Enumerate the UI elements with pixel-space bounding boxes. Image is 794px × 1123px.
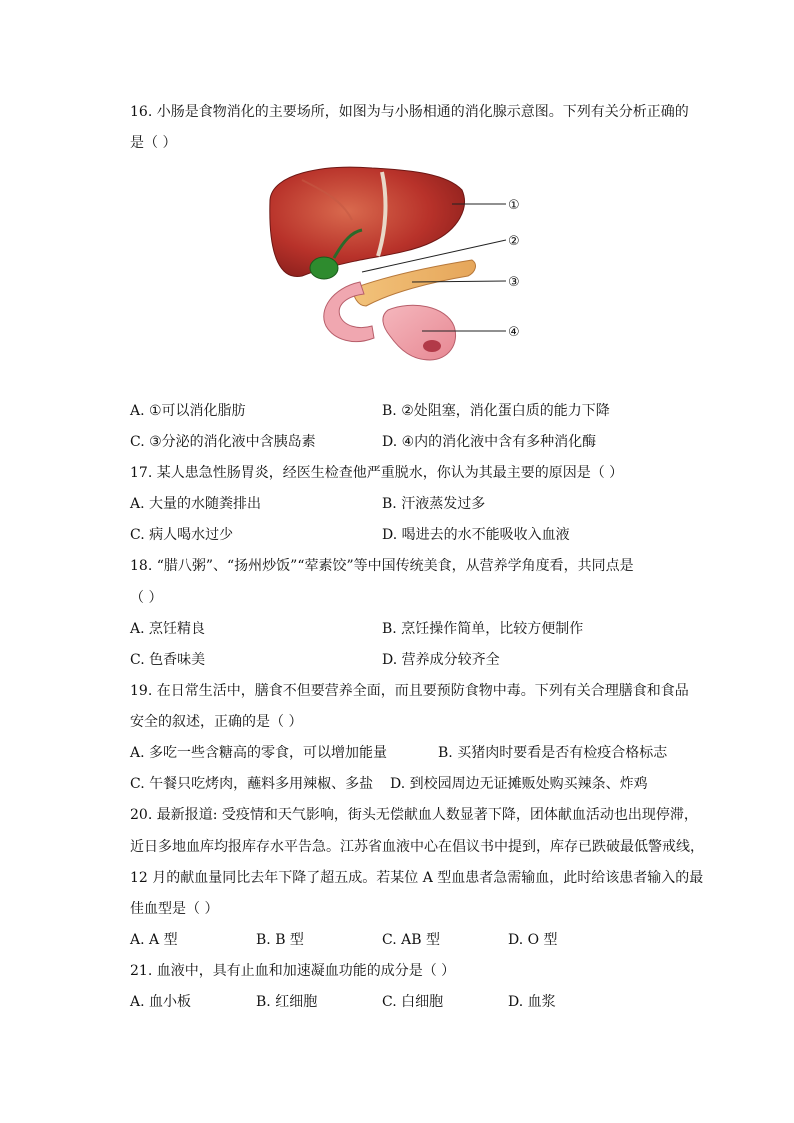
q18-option-c[interactable]: C. 色香味美 [130, 652, 206, 668]
q19-option-d[interactable]: D. 到校园周边无证摊贩处购买辣条、炸鸡 [390, 776, 648, 792]
q16-option-b[interactable]: B. ②处阻塞，消化蛋白质的能力下降 [382, 403, 610, 419]
q18-stem: 18. “腊八粥”、“扬州炒饭”“荤素饺”等中国传统美食，从营养学角度看，共同点是 [130, 558, 634, 574]
q19-stem: 19. 在日常生活中，膳食不但要营养全面，而且要预防食物中毒。下列有关合理膳食和食品 [130, 683, 689, 699]
q19-stem-cont: 安全的叙述，正确的是（ ） [130, 714, 303, 730]
q21-option-d[interactable]: D. 血浆 [508, 994, 556, 1010]
label-3: ③ [508, 275, 520, 290]
pancreas-shape [354, 260, 476, 306]
q21-option-b[interactable]: B. 红细胞 [256, 994, 318, 1010]
q20-stem-cont3: 佳血型是（ ） [130, 901, 219, 917]
q20-option-c[interactable]: C. AB 型 [382, 932, 440, 948]
q18-option-b[interactable]: B. 烹饪操作简单，比较方便制作 [382, 621, 584, 637]
q16-option-c[interactable]: C. ③分泌的消化液中含胰岛素 [130, 434, 316, 450]
q19-option-a[interactable]: A. 多吃一些含糖高的零食，可以增加能量 [130, 745, 388, 761]
label-2: ② [508, 234, 520, 249]
gallbladder-shape [310, 257, 338, 279]
q20-stem-cont2: 12 月的献血量同比去年下降了超五成。若某位 A 型血患者急需输血，此时给该患者输入的最 [130, 870, 704, 886]
q16-stem: 16. 小肠是食物消化的主要场所，如图为与小肠相通的消化腺示意图。下列有关分析正确的 [130, 104, 689, 120]
q17-option-c[interactable]: C. 病人喝水过少 [130, 527, 234, 543]
q17-option-a[interactable]: A. 大量的水随粪排出 [130, 496, 262, 512]
q20-option-a[interactable]: A. A 型 [130, 932, 178, 948]
q17-option-d[interactable]: D. 喝进去的水不能吸收入血液 [382, 527, 570, 543]
q21-option-c[interactable]: C. 白细胞 [382, 994, 444, 1010]
label-1: ① [508, 198, 520, 213]
q16-option-a[interactable]: A. ①可以消化脂肪 [130, 403, 246, 419]
q20-stem: 20. 最新报道: 受疫情和天气影响，街头无偿献血人数显著下降，团体献血活动也出现停滞， [130, 807, 698, 823]
q19-option-b[interactable]: B. 买猪肉时要看是否有检疫合格标志 [438, 745, 668, 761]
stomach-shape [383, 305, 456, 360]
q18-stem-cont: （ ） [130, 590, 163, 606]
q18-option-d[interactable]: D. 营养成分较齐全 [382, 652, 500, 668]
q16-option-d[interactable]: D. ④内的消化液中含有多种消化酶 [382, 434, 597, 450]
q19-option-c[interactable]: C. 午餐只吃烤肉，蘸料多用辣椒、多盐 [130, 776, 374, 792]
digestive-glands-figure [262, 160, 532, 365]
liver-shape [270, 167, 465, 276]
q17-option-b[interactable]: B. 汗液蒸发过多 [382, 496, 486, 512]
q18-option-a[interactable]: A. 烹饪精良 [130, 621, 206, 637]
q20-stem-cont1: 近日多地血库均报库存水平告急。江苏省血液中心在倡议书中提到，库存已跌破最低警戒线， [130, 839, 704, 855]
label-4: ④ [508, 325, 520, 340]
q21-option-a[interactable]: A. 血小板 [130, 994, 192, 1010]
q21-stem: 21. 血液中，具有止血和加速凝血功能的成分是（ ） [130, 963, 456, 979]
q20-option-b[interactable]: B. B 型 [256, 932, 304, 948]
q16-stem-cont: 是（ ） [130, 135, 177, 151]
q17-stem: 17. 某人患急性肠胃炎，经医生检查他严重脱水，你认为其最主要的原因是（ ） [130, 465, 624, 481]
q20-option-d[interactable]: D. O 型 [508, 932, 558, 948]
